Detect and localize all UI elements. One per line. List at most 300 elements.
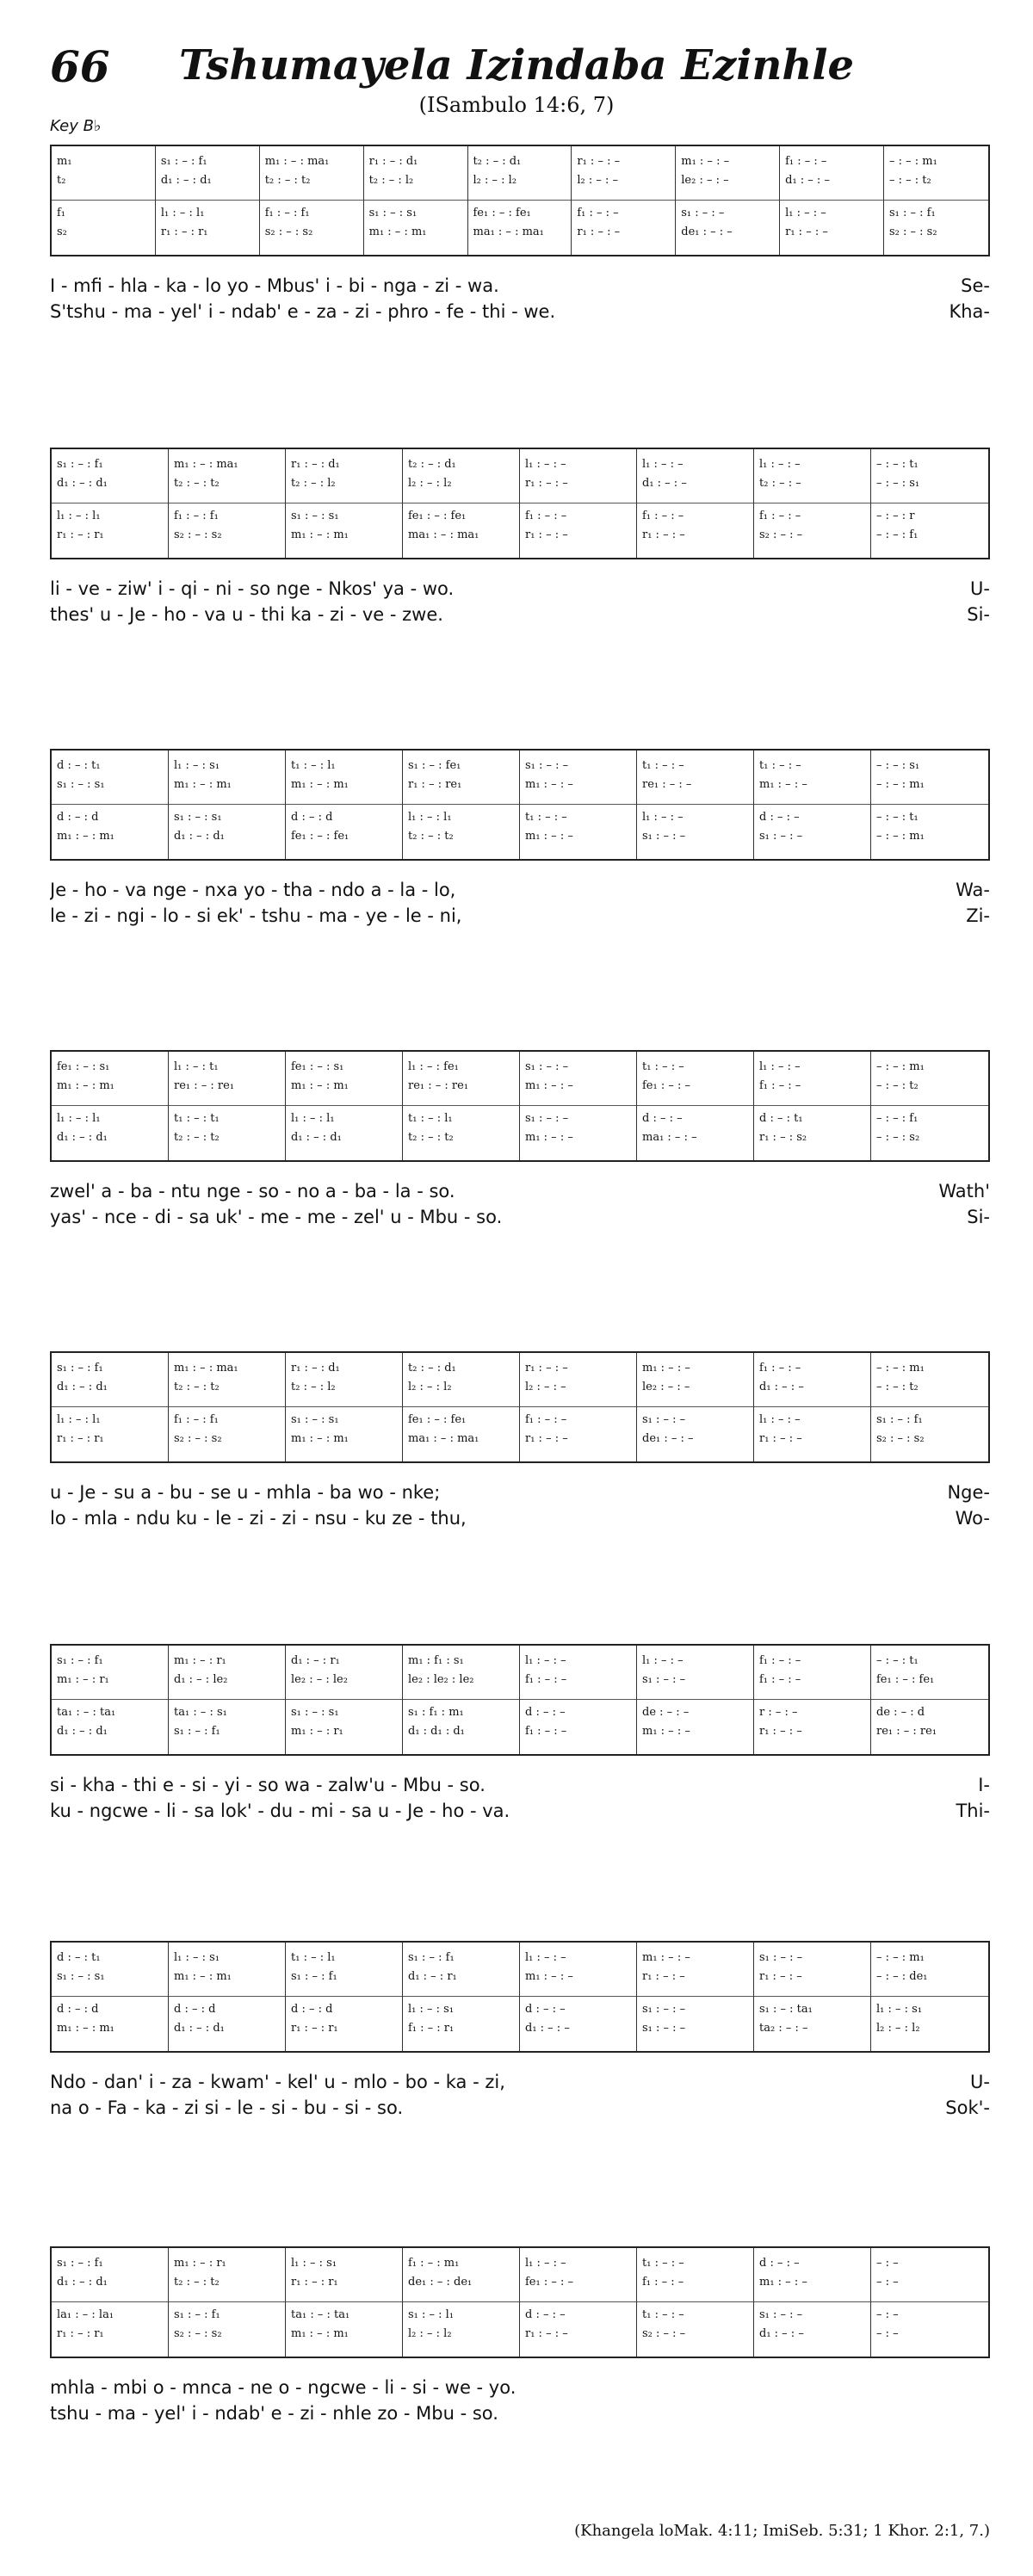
voice-part-notes: r₁ : – : d₁ <box>291 1362 340 1374</box>
voice-part-notes: l₁ : – : – <box>525 458 566 471</box>
voice-part-notes: s₂ : – : s₂ <box>876 1432 925 1445</box>
voice-part-notes: l₁ : – : s₁ <box>408 2003 455 2016</box>
voice-part-notes: l₁ : – : s₁ <box>876 2003 923 2016</box>
voice-part-notes: s₁ : – : s₁ <box>57 1970 105 1983</box>
voice-part-notes: – : – : t₂ <box>876 1079 919 1092</box>
voice-part-notes: d : – : d <box>57 2003 99 2016</box>
voice-part-notes: s₁ : – : ta₁ <box>759 2003 813 2016</box>
lyrics-block <box>50 2072 990 2127</box>
voice-part-notes: m₁ : – : – <box>525 1131 573 1144</box>
music-system <box>50 1644 990 1830</box>
voice-part-notes: l₁ : – : t₁ <box>174 1060 219 1073</box>
voice-part-notes: m₁ : – : m₁ <box>57 2022 114 2035</box>
voice-part-notes: r₁ : – : – <box>525 2327 568 2340</box>
voice-part-notes: s₁ : – : f₁ <box>408 1951 455 1964</box>
lyric-pickup-syllable: Wath' <box>938 1181 990 1202</box>
measure <box>520 449 637 558</box>
music-system <box>50 749 990 935</box>
solfa-staff <box>50 749 990 861</box>
measure <box>260 146 364 255</box>
voice-part-notes: s₂ : – : – <box>759 528 803 541</box>
voice-part-notes: le₂ : – : – <box>681 174 729 187</box>
voice-part-notes: r₁ : – : re₁ <box>408 778 462 791</box>
measure <box>520 751 637 859</box>
measure <box>169 1943 286 2051</box>
voice-part-notes: f₁ : – : – <box>759 1362 801 1374</box>
voice-part-notes: t₂ : – : – <box>759 477 801 490</box>
voice-part-notes: l₁ : – : – <box>759 1060 801 1073</box>
solfa-staff <box>50 1351 990 1463</box>
voice-part-notes: s₁ : – : f₁ <box>57 1654 103 1667</box>
voice-part-notes: m₁ <box>57 155 72 168</box>
voice-part-notes: – : – : m₁ <box>876 778 925 791</box>
measure <box>403 1646 520 1754</box>
voice-part-notes: de₁ : – : – <box>642 1432 694 1445</box>
measure <box>52 1353 169 1461</box>
measure <box>169 1646 286 1754</box>
voice-part-notes: l₁ : – : l₁ <box>57 1112 101 1125</box>
voice-part-notes: m₁ : – : – <box>642 1362 690 1374</box>
lyric-line <box>50 275 990 296</box>
voice-part-notes: f₁ : – : – <box>525 1413 567 1426</box>
voice-part-notes: r₁ : – : r₁ <box>291 2022 338 2035</box>
voice-part-notes: l₁ : – : – <box>642 1654 684 1667</box>
voice-part-notes: s₁ : – : – <box>525 1060 569 1073</box>
measure <box>169 2248 286 2357</box>
voice-part-notes: r₁ : – : – <box>785 225 828 238</box>
measure <box>871 1052 988 1160</box>
lyric-line <box>50 2403 990 2424</box>
voice-part-notes: d : – : d <box>291 811 333 824</box>
voice-part-notes: t₁ : – : l₁ <box>291 759 336 772</box>
voice-part-notes: s₁ : – : f₁ <box>291 1970 337 1983</box>
voice-part-notes: r₁ : – : r₁ <box>291 2276 338 2289</box>
lyric-text: si - kha - thi e - si - yi - so wa - zalw'u - Mbu - so. <box>50 1775 486 1795</box>
voice-part-notes: t₁ : – : – <box>642 1060 684 1073</box>
voice-part-notes: de₁ : – : – <box>681 225 733 238</box>
measure <box>780 146 884 255</box>
voice-part-notes: m₁ : – : m₁ <box>174 1970 232 1983</box>
measure <box>754 1353 871 1461</box>
voice-part-notes: l₁ : – : l₁ <box>291 1112 335 1125</box>
voice-part-notes: d₁ : d₁ : d₁ <box>408 1725 465 1738</box>
voice-part-notes: s₁ : – : – <box>759 830 803 843</box>
voice-part-notes: s₁ : – : f₁ <box>57 1362 103 1374</box>
voice-part-notes: – : – : m₁ <box>876 1362 925 1374</box>
voice-part-notes: f₁ : – : – <box>577 207 619 219</box>
voice-part-notes: r₁ : – : – <box>759 1432 802 1445</box>
voice-part-notes: l₁ : – : – <box>525 1951 566 1964</box>
voice-part-notes: f₁ : – : – <box>759 510 801 522</box>
voice-part-notes: s₁ : – : – <box>759 1951 803 1964</box>
voice-part-notes: f₁ : – : f₁ <box>174 1413 219 1426</box>
measure <box>286 751 403 859</box>
lyric-line <box>50 1181 990 1202</box>
music-system <box>50 448 990 633</box>
voice-part-notes: – : – : t₁ <box>876 458 919 471</box>
voice-part-notes: s₁ : – : – <box>642 2022 686 2035</box>
voice-part-notes: f₁ : – : – <box>525 1725 567 1738</box>
voice-part-notes: d : – : – <box>759 2257 800 2270</box>
voice-part-notes: fe₁ : – : fe₁ <box>876 1673 935 1686</box>
voice-part-notes: m₁ : – : m₁ <box>57 830 114 843</box>
solfa-staff <box>50 1050 990 1162</box>
voice-part-notes: s₁ : – : – <box>642 830 686 843</box>
voice-part-notes: l₁ : – : – <box>759 1413 801 1426</box>
measure <box>169 449 286 558</box>
voice-part-notes: l₂ : – : l₂ <box>473 174 517 187</box>
lyric-pickup-syllable: Zi- <box>966 905 990 926</box>
voice-part-notes: r₁ : – : – <box>642 528 685 541</box>
voice-part-notes: s₁ : – : f₁ <box>889 207 936 219</box>
voice-part-notes: t₂ : – : t₂ <box>174 1131 220 1144</box>
voice-part-notes: s₁ : f₁ : m₁ <box>408 1706 464 1719</box>
voice-part-notes: m₁ : f₁ : s₁ <box>408 1654 464 1667</box>
measure <box>286 2248 403 2357</box>
voice-part-notes: d : – : d <box>291 2003 333 2016</box>
measure <box>572 146 676 255</box>
solfa-staff <box>50 448 990 559</box>
measure <box>871 1943 988 2051</box>
voice-part-notes: t₁ : – : l₁ <box>408 1112 453 1125</box>
voice-part-notes: d₁ : – : d₁ <box>57 477 108 490</box>
voice-part-notes: d : – : – <box>642 1112 683 1125</box>
voice-part-notes: d : – : – <box>525 2308 566 2321</box>
measure <box>871 1353 988 1461</box>
measure <box>637 1943 754 2051</box>
voice-part-notes: t₂ : – : t₂ <box>174 1381 220 1393</box>
voice-part-notes: le₂ : – : – <box>642 1381 690 1393</box>
voice-part-notes: s₁ : – : s₁ <box>291 510 339 522</box>
voice-part-notes: d₁ : – : d₁ <box>57 2276 108 2289</box>
voice-part-notes: fe₁ : – : fe₁ <box>408 510 467 522</box>
voice-part-notes: s₁ : – : fe₁ <box>408 759 461 772</box>
lyric-text: ku - ngcwe - li - sa lok' - du - mi - sa u - Je - ho - va. <box>50 1801 510 1821</box>
lyric-line <box>50 1775 990 1795</box>
measure <box>169 751 286 859</box>
voice-part-notes: fe₁ : – : fe₁ <box>291 830 349 843</box>
lyric-text: u - Je - su a - bu - se u - mhla - ba wo - nke; <box>50 1482 441 1503</box>
voice-part-notes: d₁ : – : d₁ <box>160 174 212 187</box>
measure <box>156 146 260 255</box>
voice-part-notes: m₁ : – : m₁ <box>291 778 349 791</box>
voice-part-notes: f₁ : – : m₁ <box>408 2257 460 2270</box>
voice-part-notes: – : – : t₁ <box>876 811 919 824</box>
measure <box>52 1943 169 2051</box>
measure <box>637 1052 754 1160</box>
voice-part-notes: m₁ : – : m₁ <box>291 2327 349 2340</box>
voice-part-notes: r₁ : – : – <box>525 1362 568 1374</box>
voice-part-notes: m₁ : – : ma₁ <box>174 458 238 471</box>
lyric-text: na o - Fa - ka - zi si - le - si - bu - si - so. <box>50 2097 404 2118</box>
lyric-pickup-syllable: Si- <box>967 1207 990 1227</box>
voice-part-notes: fe₁ : – : s₁ <box>57 1060 110 1073</box>
voice-part-notes: d₁ : – : d₁ <box>57 1131 108 1144</box>
voice-part-notes: d₁ : – : – <box>759 1381 804 1393</box>
lyric-pickup-syllable: Wa- <box>956 880 990 900</box>
voice-part-notes: f₁ : – : – <box>642 2276 684 2289</box>
voice-part-notes: fe₁ : – : fe₁ <box>473 207 531 219</box>
voice-part-notes: m₁ : – : – <box>525 1970 573 1983</box>
voice-part-notes: d₁ : – : le₂ <box>174 1673 228 1686</box>
voice-part-notes: t₁ : – : – <box>525 811 567 824</box>
voice-part-notes: l₁ : – : s₁ <box>291 2257 337 2270</box>
voice-part-notes: l₁ : – : fe₁ <box>408 1060 459 1073</box>
lyric-text: li - ve - ziw' i - qi - ni - so nge - Nkos' ya - wo. <box>50 578 455 599</box>
voice-part-notes: – : – : s₁ <box>876 477 920 490</box>
measure <box>637 449 754 558</box>
voice-part-notes: d₁ : – : d₁ <box>57 1381 108 1393</box>
voice-part-notes: ma₁ : – : – <box>642 1131 697 1144</box>
voice-part-notes: r₁ : – : r₁ <box>160 225 208 238</box>
voice-part-notes: t₂ : – : t₂ <box>408 830 454 843</box>
measure <box>468 146 572 255</box>
voice-part-notes: d₁ : – : r₁ <box>408 1970 457 1983</box>
measure <box>520 1943 637 2051</box>
voice-part-notes: fe₁ : – : fe₁ <box>408 1413 467 1426</box>
measure <box>403 751 520 859</box>
lyric-line <box>50 604 990 625</box>
lyric-line <box>50 2072 990 2092</box>
voice-part-notes: s₁ : – : – <box>759 2308 803 2321</box>
voice-part-notes: s₁ : – : f₁ <box>174 1725 220 1738</box>
voice-part-notes: m₁ : – : – <box>759 2276 807 2289</box>
voice-part-notes: l₁ : – : s₁ <box>174 759 220 772</box>
voice-part-notes: s₁ : – : l₁ <box>408 2308 455 2321</box>
voice-part-notes: ta₁ : – : ta₁ <box>57 1706 116 1719</box>
lyric-line <box>50 880 990 900</box>
lyric-text: Je - ho - va nge - nxa yo - tha - ndo a - la - lo, <box>50 880 456 900</box>
voice-part-notes: – : – : f₁ <box>876 528 919 541</box>
voice-part-notes: f₁ : – : – <box>642 510 684 522</box>
voice-part-notes: fe₁ : – : s₁ <box>291 1060 344 1073</box>
voice-part-notes: m₁ : – : r₁ <box>57 1673 109 1686</box>
voice-part-notes: – : – : t₁ <box>876 1654 919 1667</box>
voice-part-notes: l₁ : – : – <box>642 458 684 471</box>
measure <box>754 2248 871 2357</box>
voice-part-notes: s₁ : – : s₁ <box>291 1706 339 1719</box>
music-system <box>50 1050 990 1236</box>
music-system <box>50 145 990 330</box>
voice-part-notes: – : – : s₁ <box>876 759 920 772</box>
voice-part-notes: s₁ : – : f₁ <box>160 155 207 168</box>
voice-part-notes: d : – : t₁ <box>57 1951 101 1964</box>
voice-part-notes: l₁ : – : s₁ <box>174 1951 220 1964</box>
voice-part-notes: d : – : – <box>525 2003 566 2016</box>
lyric-line <box>50 1207 990 1227</box>
measure <box>286 1943 403 2051</box>
voice-part-notes: de : – : d <box>876 1706 925 1719</box>
voice-part-notes: r₁ : – : – <box>525 477 568 490</box>
voice-part-notes: r₁ : – : – <box>525 1432 568 1445</box>
voice-part-notes: ta₂ : – : – <box>759 2022 808 2035</box>
voice-part-notes: r₁ : – : – <box>577 225 621 238</box>
voice-part-notes: f₁ : – : f₁ <box>264 207 310 219</box>
voice-part-notes: m₁ : – : ma₁ <box>264 155 330 168</box>
scripture-subtitle: (ISambulo 14:6, 7) <box>418 93 615 117</box>
voice-part-notes: s₁ : – : s₁ <box>174 811 222 824</box>
voice-part-notes: s₁ : – : f₁ <box>57 2257 103 2270</box>
music-system <box>50 1941 990 2127</box>
voice-part-notes: s₂ : – : s₂ <box>174 1432 222 1445</box>
voice-part-notes: – : – : m₁ <box>876 1951 925 1964</box>
voice-part-notes: – : – : s₂ <box>876 1131 920 1144</box>
voice-part-notes: t₂ : – : t₂ <box>264 174 311 187</box>
lyrics-block <box>50 578 990 633</box>
key-signature: Key B♭ <box>50 117 102 135</box>
voice-part-notes: – : – <box>876 2276 899 2289</box>
lyric-pickup-syllable: Se- <box>961 275 990 296</box>
voice-part-notes: d₁ : – : – <box>525 2022 570 2035</box>
voice-part-notes: m₁ : – : r₁ <box>174 2257 226 2270</box>
voice-part-notes: l₂ : – : – <box>577 174 619 187</box>
voice-part-notes: m₁ : – : – <box>525 830 573 843</box>
voice-part-notes: d₁ : – : d₁ <box>57 1725 108 1738</box>
voice-part-notes: l₁ : – : – <box>642 811 684 824</box>
voice-part-notes: re₁ : – : re₁ <box>408 1079 469 1092</box>
voice-part-notes: re₁ : – : re₁ <box>174 1079 235 1092</box>
voice-part-notes: le₂ : – : le₂ <box>291 1673 348 1686</box>
lyric-text: I - mfi - hla - ka - lo yo - Mbus' i - bi - nga - zi - wa. <box>50 275 499 296</box>
voice-part-notes: l₂ : – : l₂ <box>876 2022 920 2035</box>
voice-part-notes: m₁ : – : – <box>642 1951 690 1964</box>
lyric-text: Ndo - dan' i - za - kwam' - kel' u - mlo - bo - ka - zi, <box>50 2072 505 2092</box>
lyric-line <box>50 905 990 926</box>
voice-part-notes: s₂ <box>57 225 67 238</box>
measure <box>403 2248 520 2357</box>
voice-part-notes: fe₁ : – : – <box>525 2276 574 2289</box>
voice-part-notes: m₁ : – : m₁ <box>368 225 427 238</box>
voice-part-notes: t₂ : – : t₂ <box>174 477 220 490</box>
voice-part-notes: f₁ : – : – <box>525 1673 567 1686</box>
voice-part-notes: m₁ : – : – <box>681 155 730 168</box>
voice-part-notes: r₁ : – : s₂ <box>759 1131 807 1144</box>
voice-part-notes: f₁ : – : f₁ <box>174 510 219 522</box>
voice-part-notes: s₁ : – : f₁ <box>57 458 103 471</box>
voice-part-notes: m₁ : – : m₁ <box>291 1079 349 1092</box>
voice-part-notes: l₁ : – : l₁ <box>57 1413 101 1426</box>
voice-part-notes: d₁ : – : d₁ <box>174 2022 225 2035</box>
voice-part-notes: m₁ : – : – <box>525 1079 573 1092</box>
voice-part-notes: – : – <box>876 2257 899 2270</box>
solfa-staff <box>50 1644 990 1756</box>
measure <box>364 146 468 255</box>
music-system <box>50 2246 990 2432</box>
voice-part-notes: ta₁ : – : ta₁ <box>291 2308 350 2321</box>
voice-part-notes: t₂ : – : d₁ <box>408 1362 456 1374</box>
voice-part-notes: l₂ : – : l₂ <box>408 1381 452 1393</box>
measure <box>520 2248 637 2357</box>
measure <box>676 146 780 255</box>
voice-part-notes: f₁ : – : – <box>759 1654 801 1667</box>
voice-part-notes: – : – : f₁ <box>876 1112 919 1125</box>
voice-part-notes: m₁ : – : r₁ <box>291 1725 343 1738</box>
voice-part-notes: ma₁ : – : ma₁ <box>408 528 479 541</box>
voice-part-notes: – : – <box>876 2327 899 2340</box>
voice-part-notes: re₁ : – : – <box>642 778 692 791</box>
voice-part-notes: – : – <box>876 2308 899 2321</box>
voice-part-notes: r₁ : – : – <box>759 1970 802 1983</box>
solfa-staff <box>50 145 990 256</box>
lyrics-block <box>50 880 990 935</box>
measure <box>52 751 169 859</box>
voice-part-notes: l₂ : – : l₂ <box>408 2327 452 2340</box>
voice-part-notes: r : – : – <box>759 1706 798 1719</box>
measure <box>403 1943 520 2051</box>
measure <box>169 1353 286 1461</box>
voice-part-notes: ma₁ : – : ma₁ <box>408 1432 479 1445</box>
voice-part-notes: s₁ : – : – <box>642 2003 686 2016</box>
lyric-text: le - zi - ngi - lo - si ek' - tshu - ma - ye - le - ni, <box>50 905 462 926</box>
voice-part-notes: s₁ : – : – <box>642 1673 686 1686</box>
measure <box>286 1052 403 1160</box>
measure <box>637 1646 754 1754</box>
measure <box>403 1052 520 1160</box>
voice-part-notes: – : – : t₂ <box>876 1381 919 1393</box>
lyric-pickup-syllable: Si- <box>967 604 990 625</box>
measure <box>637 1353 754 1461</box>
voice-part-notes: d₁ : – : r₁ <box>291 1654 340 1667</box>
solfa-staff <box>50 1941 990 2053</box>
voice-part-notes: m₁ : – : ma₁ <box>174 1362 238 1374</box>
voice-part-notes: r₁ : – : r₁ <box>57 2327 104 2340</box>
voice-part-notes: s₂ : – : s₂ <box>174 528 222 541</box>
voice-part-notes: l₁ : – : l₁ <box>408 811 452 824</box>
measure <box>403 1353 520 1461</box>
voice-part-notes: t₂ : – : l₂ <box>368 174 414 187</box>
voice-part-notes: d₁ : – : – <box>759 2327 804 2340</box>
voice-part-notes: fe₁ : – : – <box>642 1079 691 1092</box>
lyrics-block <box>50 1181 990 1236</box>
lyric-line <box>50 2097 990 2118</box>
lyrics-block <box>50 1482 990 1537</box>
lyric-text: tshu - ma - yel' i - ndab' e - zi - nhle zo - Mbu - so. <box>50 2403 498 2424</box>
voice-part-notes: m₁ : – : m₁ <box>174 778 232 791</box>
measure <box>871 2248 988 2357</box>
voice-part-notes: s₂ : – : s₂ <box>889 225 937 238</box>
measure <box>754 1052 871 1160</box>
voice-part-notes: t₂ : – : d₁ <box>473 155 522 168</box>
measure <box>52 1646 169 1754</box>
lyric-pickup-syllable: Kha- <box>949 301 990 322</box>
voice-part-notes: m₁ : – : m₁ <box>291 1432 349 1445</box>
voice-part-notes: d : – : d <box>57 811 99 824</box>
voice-part-notes: t₂ <box>57 174 66 187</box>
measure <box>871 449 988 558</box>
voice-part-notes: s₁ : – : s₁ <box>291 1413 339 1426</box>
voice-part-notes: l₁ : – : – <box>785 207 826 219</box>
voice-part-notes: s₁ : – : s₁ <box>368 207 418 219</box>
lyric-line <box>50 578 990 599</box>
voice-part-notes: t₁ : – : – <box>642 2257 684 2270</box>
voice-part-notes: d₁ : – : – <box>785 174 830 187</box>
lyric-text: lo - mla - ndu ku - le - zi - zi - nsu - ku ze - thu, <box>50 1508 467 1529</box>
voice-part-notes: d : – : d <box>174 2003 216 2016</box>
voice-part-notes: ta₁ : – : s₁ <box>174 1706 227 1719</box>
voice-part-notes: f₁ : – : r₁ <box>408 2022 455 2035</box>
page-number: 66 <box>50 41 110 92</box>
voice-part-notes: s₁ : – : – <box>642 1413 686 1426</box>
voice-part-notes: s₁ : – : f₁ <box>876 1413 923 1426</box>
voice-part-notes: l₁ : – : l₁ <box>57 510 101 522</box>
lyric-pickup-syllable: U- <box>970 578 990 599</box>
voice-part-notes: m₁ : – : – <box>642 1725 690 1738</box>
measure <box>52 449 169 558</box>
measure <box>754 1943 871 2051</box>
measure <box>52 2248 169 2357</box>
voice-part-notes: d : – : – <box>759 811 800 824</box>
voice-part-notes: – : – : t₂ <box>889 174 931 187</box>
